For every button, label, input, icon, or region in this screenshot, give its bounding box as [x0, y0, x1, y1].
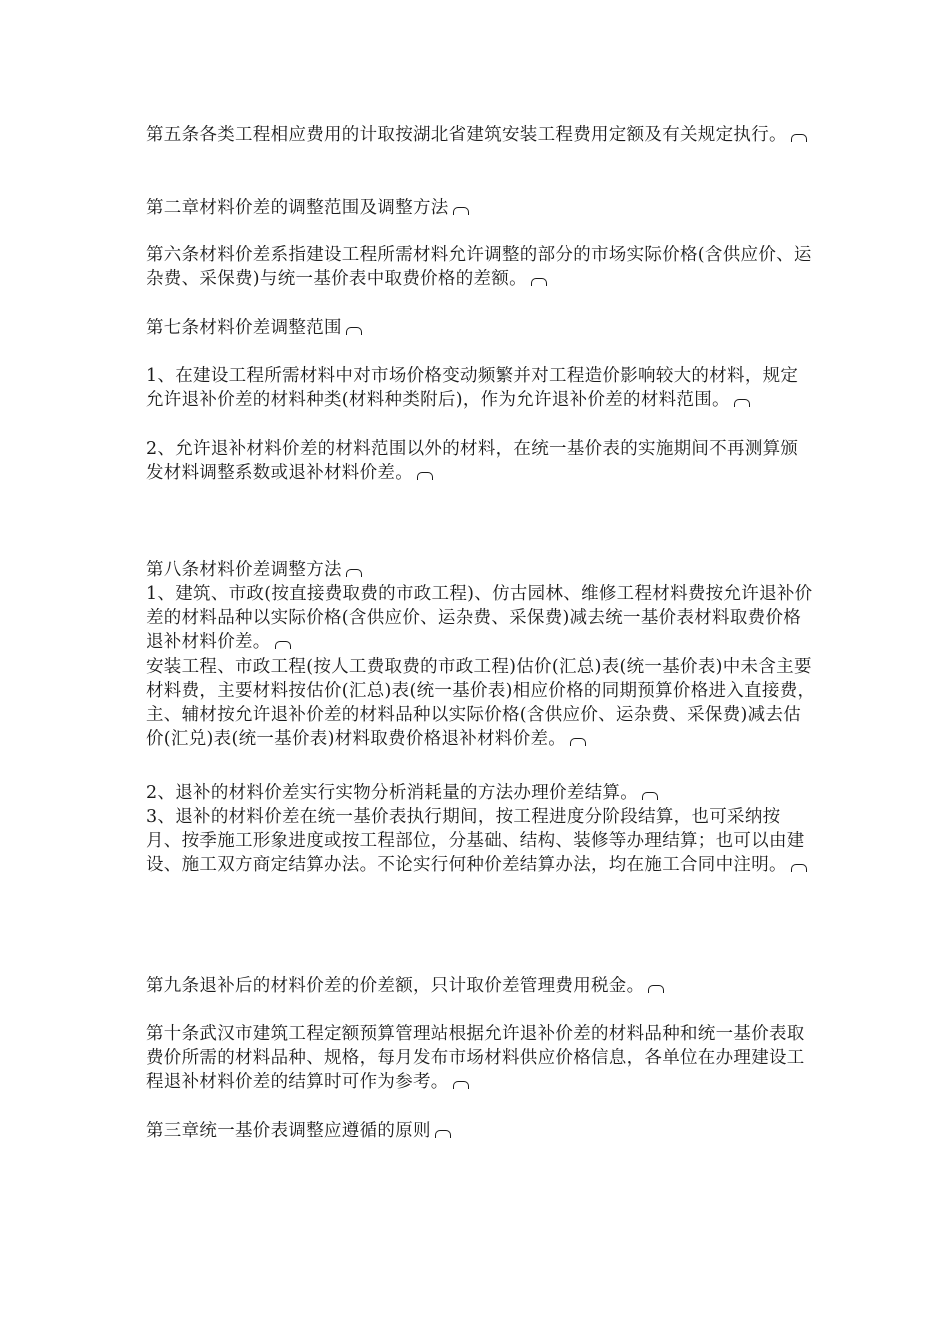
paragraph-mark-icon [346, 327, 362, 335]
paragraph-mark-icon [275, 641, 291, 649]
paragraph-article-10 [146, 1022, 816, 1094]
paragraph-article-7-item-1 [146, 364, 816, 412]
chapter-3-heading [146, 1119, 816, 1143]
paragraph-article-7 [146, 316, 816, 340]
paragraph-article-9 [146, 974, 816, 998]
paragraph-article-8-installation [146, 655, 816, 751]
chapter-2-heading [146, 196, 816, 220]
paragraph-text: 1、建筑、市政(按直接费取费的市政工程)、仿古园林、维修工程材料费按允许退补价差的材料品种以实际价格(含供应价、运杂费、采保费)减去统一基价表材料取费价格退补材料价差。 [146, 584, 813, 652]
paragraph-mark-icon [531, 278, 547, 286]
paragraph-mark-icon [791, 864, 807, 872]
paragraph-mark-icon [570, 738, 586, 746]
paragraph-text: 2、退补的材料价差实行实物分析消耗量的方法办理价差结算。 [146, 783, 639, 803]
paragraph-article-8-item-1 [146, 582, 816, 654]
paragraph-mark-icon [346, 569, 362, 577]
paragraph-mark-icon [648, 985, 664, 993]
paragraph-text: 第七条材料价差调整范围 [146, 318, 342, 338]
paragraph-text: 3、退补的材料价差在统一基价表执行期间，按工程进度分阶段结算，也可采纳按月、按季施工形象进度或按工程部位，分基础、结构、装修等办理结算；也可以由建设、施工双方商定结算办法。不论实行何种价差结算办法，均在施工合同中注明。 [146, 807, 805, 875]
paragraph-mark-icon [734, 399, 750, 407]
paragraph-text: 第三章统一基价表调整应遵循的原则 [146, 1121, 431, 1141]
paragraph-text: 第六条材料价差系指建设工程所需材料允许调整的部分的市场实际价格(含供应价、运杂费、采保费)与统一基价表中取费价格的差额。 [146, 245, 812, 289]
paragraph-mark-icon [791, 134, 807, 142]
paragraph-article-6 [146, 243, 816, 291]
paragraph-mark-icon [417, 472, 433, 480]
paragraph-text: 安装工程、市政工程(按人工费取费的市政工程)估价(汇总)表(统一基价表)中未含主要材料费，主要材料按估价(汇总)表(统一基价表)相应价格的同期预算价格进入直接费，主、辅材按允许退补价差的材料品种以实际价格(含供应价、运杂费、采保费)减去估价(汇兑)表(统一基价表)材料取费价格退补材料价差。 [146, 657, 816, 749]
paragraph-mark-icon [453, 207, 469, 215]
paragraph-mark-icon [435, 1130, 451, 1138]
paragraph-article-7-item-2 [146, 437, 816, 485]
paragraph-text: 第八条材料价差调整方法 [146, 560, 342, 580]
paragraph-text: 第二章材料价差的调整范围及调整方法 [146, 198, 449, 218]
paragraph-article-5 [146, 123, 816, 147]
paragraph-article-8-item-2 [146, 781, 816, 805]
paragraph-article-8 [146, 558, 816, 582]
paragraph-text: 第五条各类工程相应费用的计取按湖北省建筑安装工程费用定额及有关规定执行。 [146, 125, 787, 145]
paragraph-text: 2、允许退补材料价差的材料范围以外的材料，在统一基价表的实施期间不再测算颁发材料调整系数或退补材料价差。 [146, 439, 799, 483]
paragraph-text: 第九条退补后的材料价差的价差额，只计取价差管理费用税金。 [146, 976, 645, 996]
paragraph-article-8-item-3 [146, 805, 816, 877]
paragraph-text: 1、在建设工程所需材料中对市场价格变动频繁并对工程造价影响较大的材料，规定允许退补价差的材料种类(材料种类附后)，作为允许退补价差的材料范围。 [146, 366, 799, 410]
paragraph-mark-icon [453, 1081, 469, 1089]
paragraph-text: 第十条武汉市建筑工程定额预算管理站根据允许退补价差的材料品种和统一基价表取费价所需的材料品种、规格，每月发布市场材料供应价格信息，各单位在办理建设工程退补材料价差的结算时可作为参考。 [146, 1024, 805, 1092]
paragraph-mark-icon [642, 792, 658, 800]
